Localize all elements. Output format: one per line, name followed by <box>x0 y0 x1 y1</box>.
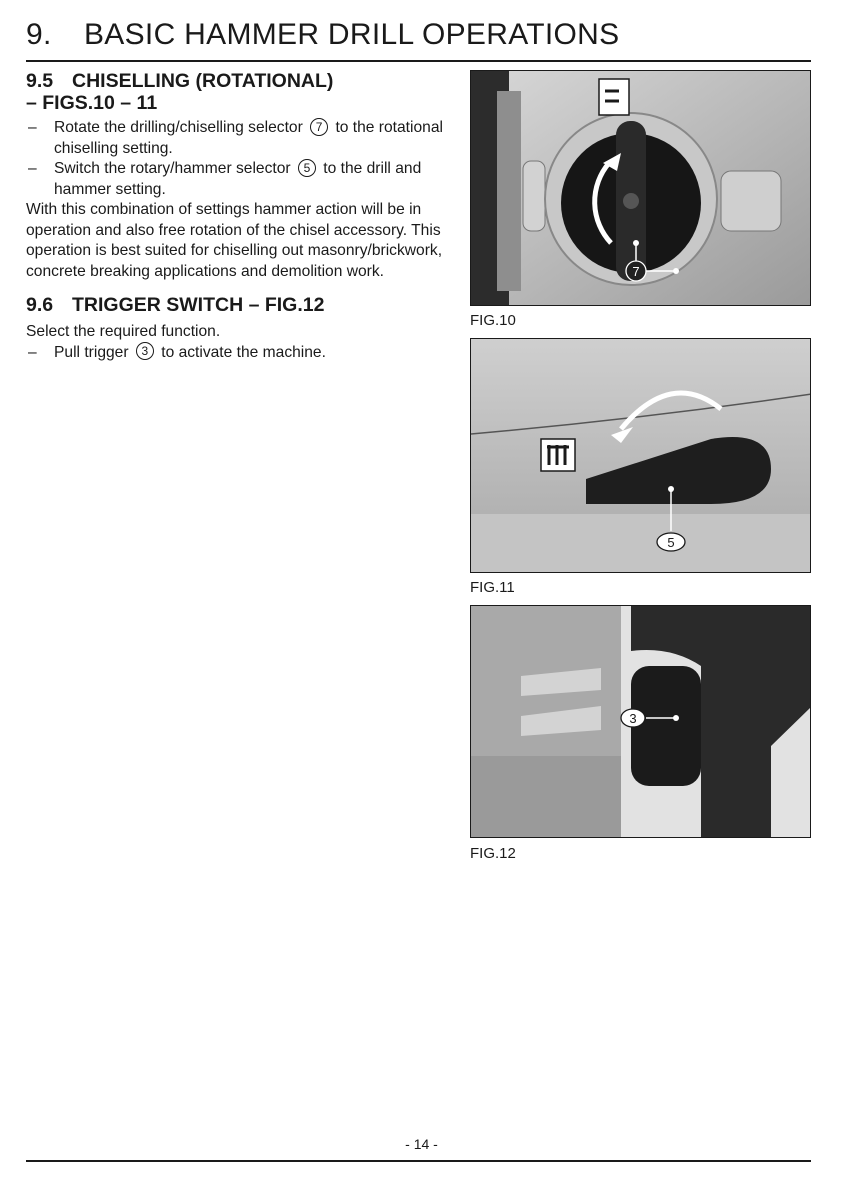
fig10-caption: FIG.10 <box>470 312 516 329</box>
fig10-callout: 7 <box>632 264 640 279</box>
footer-rule <box>26 1160 811 1162</box>
text-column <box>26 70 450 363</box>
bullet-pull-trigger: – Pull trigger 3 to activate the machine. <box>28 343 326 361</box>
ref-3-badge: 3 <box>136 342 154 360</box>
fig12-caption: FIG.12 <box>470 845 516 862</box>
bullet-rotate-selector: – Rotate the drilling/chiselling selector 7 to the rotational chiselling setting. <box>28 119 443 157</box>
section-number: 9. <box>26 18 52 51</box>
figure-12-image <box>470 605 811 838</box>
page-title <box>26 18 619 52</box>
heading-9-5: 9.5 CHISELLING (ROTATIONAL) – FIGS.10 – 11 <box>26 70 334 114</box>
bullet-switch-selector: – Switch the rotary/hammer selector 5 to the drill and hammer setting. <box>28 160 422 198</box>
paragraph-chiselling: With this combination of settings hammer action will be in operation and also free rotation of the chisel accessory. This operation is best suited for chiselling out masonry/brickwork, concrete breaking applications and demolition work. <box>26 201 443 280</box>
ref-5-badge: 5 <box>298 159 316 177</box>
figure-10-image <box>470 70 811 306</box>
title-rule <box>26 60 811 62</box>
paragraph-select-function: Select the required function. <box>26 323 221 340</box>
ref-7-badge: 7 <box>310 118 328 136</box>
section-title: BASIC HAMMER DRILL OPERATIONS <box>84 18 620 51</box>
page-number: - 14 - <box>405 1136 438 1152</box>
figure-11-image <box>470 338 811 573</box>
fig12-callout: 3 <box>629 711 637 726</box>
heading-9-6: 9.6 TRIGGER SWITCH – FIG.12 <box>26 294 325 316</box>
fig11-callout: 5 <box>667 535 675 550</box>
fig11-caption: FIG.11 <box>470 579 515 596</box>
